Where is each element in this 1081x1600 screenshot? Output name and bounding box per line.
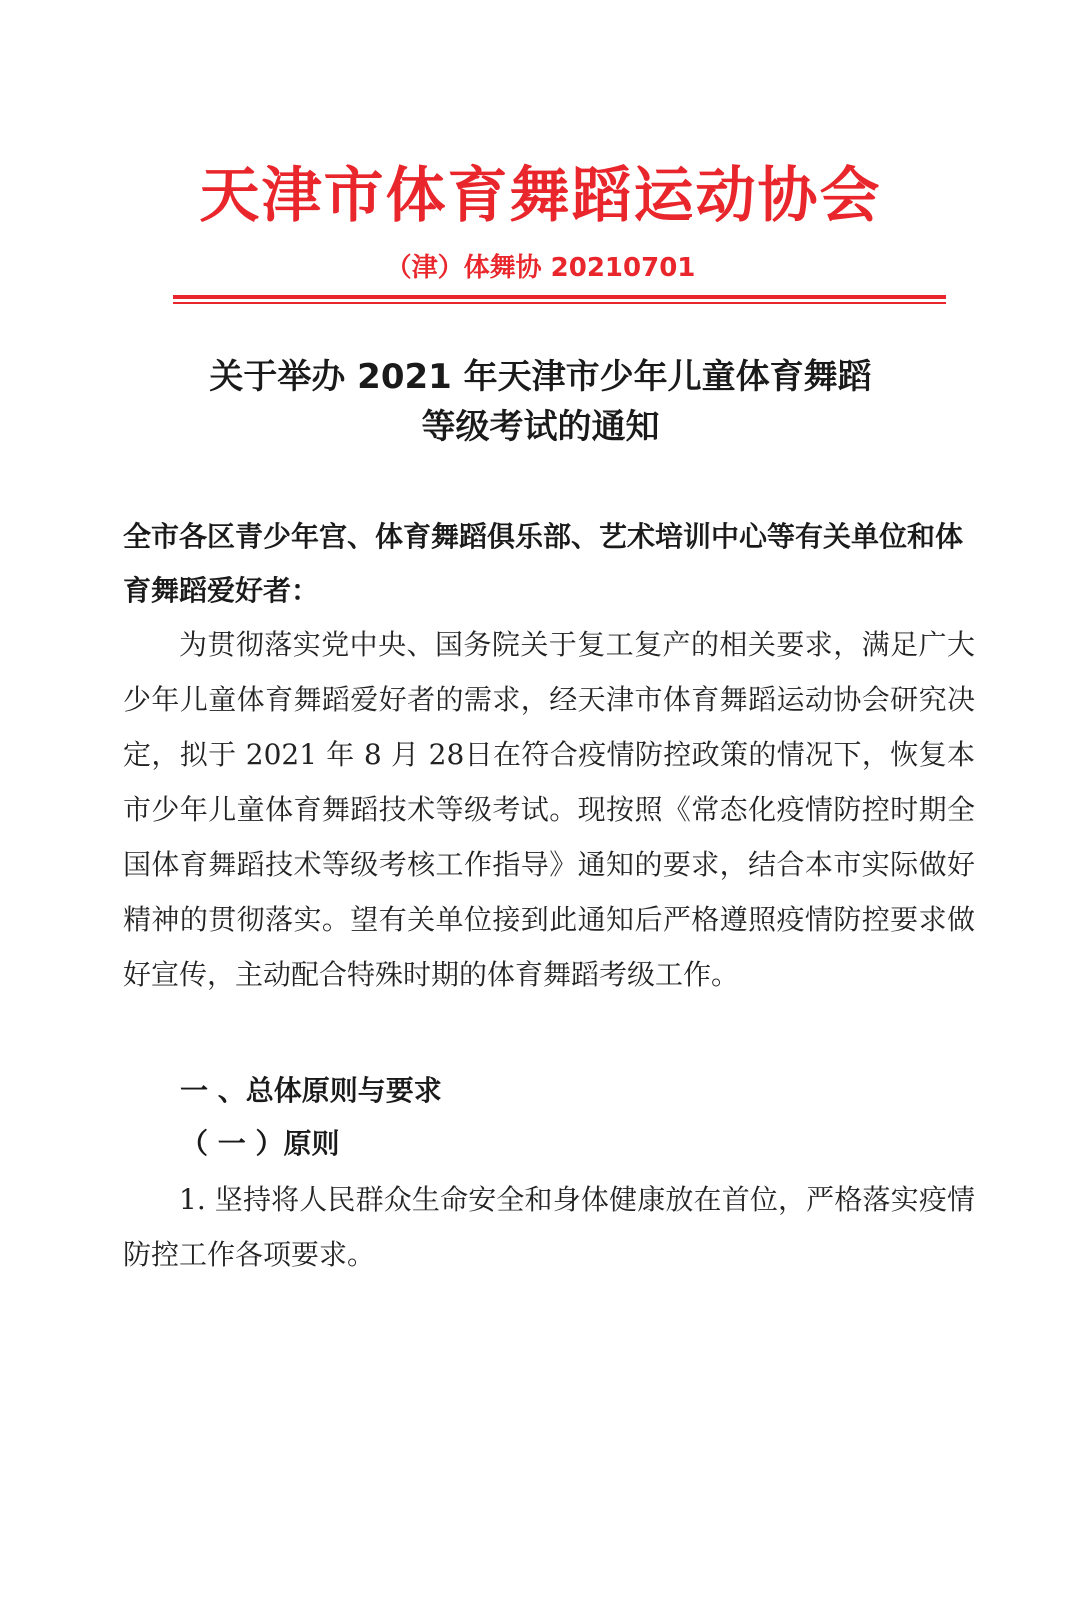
subsection-heading: （ 一 ）原则 (180, 1127, 340, 1160)
organization-title: 天津市体育舞蹈运动协会 (199, 161, 882, 231)
document-number: （津）体舞协 20210701 (385, 253, 696, 283)
section-heading: 一 、总体原则与要求 (180, 1074, 442, 1107)
addressee: 全市各区青少年宫、体育舞蹈俱乐部、艺术培训中心等有关单位和体育舞蹈爱好者： (123, 520, 964, 607)
notice-title (0, 352, 1081, 452)
header-divider-thin (173, 302, 946, 304)
notice-title-line-1: 关于举办 2021 年天津市少年儿童体育舞蹈 (209, 357, 872, 397)
header-divider-thick (173, 295, 946, 299)
body-paragraph: 为贯彻落实党中央、国务院关于复工复产的相关要求，满足广大少年儿童体育舞蹈爱好者的需求，经天津市体育舞蹈运动协会研究决定，拟于 2021 年 8 月 28日在符合疫情防控政策的情况下，恢复本市少年儿童体育舞蹈技术等级考试。现按照《常态化疫情防控时期全国体育舞蹈技术等级考核工作指导》通知的要求，结合本市实际做好精神的贯彻落实。望有关单位接到此通知后严格遵照疫情防控要求做好宣传，主动配合特殊时期的体育舞蹈考级工作。 (123, 628, 975, 991)
list-item: 1. 坚持将人民群众生命安全和身体健康放在首位，严格落实疫情防控工作各项要求。 (123, 1183, 975, 1271)
notice-title-line-2: 等级考试的通知 (421, 407, 660, 447)
